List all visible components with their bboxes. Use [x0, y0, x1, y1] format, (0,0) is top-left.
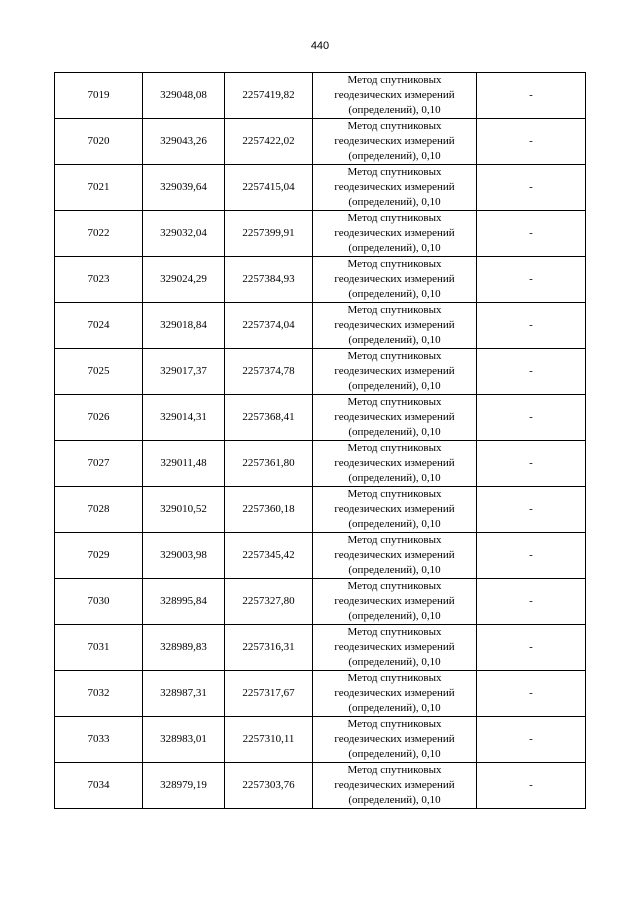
point-number-cell: 7031 [55, 625, 143, 671]
method-line: геодезических измерений [334, 503, 455, 515]
description-cell: - [477, 441, 586, 487]
y-coordinate-cell: 2257327,80 [225, 579, 313, 625]
method-cell [313, 717, 477, 763]
description-cell: - [477, 73, 586, 119]
method-line: геодезических измерений [334, 779, 455, 791]
method-line: геодезических измерений [334, 549, 455, 561]
point-number-cell: 7025 [55, 349, 143, 395]
point-number-cell: 7030 [55, 579, 143, 625]
method-line: Метод спутниковых [347, 304, 442, 316]
method-line: геодезических измерений [334, 411, 455, 423]
table-row [55, 717, 586, 763]
method-cell [313, 763, 477, 809]
method-cell [313, 625, 477, 671]
point-number-cell: 7029 [55, 533, 143, 579]
point-number-cell: 7022 [55, 211, 143, 257]
method-line: геодезических измерений [334, 365, 455, 377]
method-line: (определений), 0,10 [348, 518, 441, 530]
table-row [55, 395, 586, 441]
method-line: (определений), 0,10 [348, 380, 441, 392]
method-line: геодезических измерений [334, 641, 455, 653]
method-line: Метод спутниковых [347, 212, 442, 224]
description-cell: - [477, 717, 586, 763]
x-coordinate-cell: 328995,84 [143, 579, 225, 625]
table-row [55, 73, 586, 119]
y-coordinate-cell: 2257361,80 [225, 441, 313, 487]
method-line: (определений), 0,10 [348, 104, 441, 116]
method-line: геодезических измерений [334, 319, 455, 331]
description-cell: - [477, 349, 586, 395]
description-cell: - [477, 671, 586, 717]
point-number-cell: 7032 [55, 671, 143, 717]
description-cell: - [477, 533, 586, 579]
x-coordinate-cell: 329032,04 [143, 211, 225, 257]
y-coordinate-cell: 2257415,04 [225, 165, 313, 211]
y-coordinate-cell: 2257316,31 [225, 625, 313, 671]
method-line: геодезических измерений [334, 227, 455, 239]
x-coordinate-cell: 329043,26 [143, 119, 225, 165]
table-row [55, 625, 586, 671]
x-coordinate-cell: 329039,64 [143, 165, 225, 211]
method-cell [313, 211, 477, 257]
method-line: (определений), 0,10 [348, 656, 441, 668]
point-number-cell: 7024 [55, 303, 143, 349]
y-coordinate-cell: 2257419,82 [225, 73, 313, 119]
method-line: Метод спутниковых [347, 534, 442, 546]
x-coordinate-cell: 329010,52 [143, 487, 225, 533]
y-coordinate-cell: 2257368,41 [225, 395, 313, 441]
description-cell: - [477, 763, 586, 809]
method-cell [313, 257, 477, 303]
method-line: Метод спутниковых [347, 396, 442, 408]
method-line: геодезических измерений [334, 457, 455, 469]
x-coordinate-cell: 328989,83 [143, 625, 225, 671]
y-coordinate-cell: 2257374,04 [225, 303, 313, 349]
y-coordinate-cell: 2257399,91 [225, 211, 313, 257]
table-row [55, 533, 586, 579]
description-cell: - [477, 625, 586, 671]
method-cell [313, 395, 477, 441]
table-row [55, 763, 586, 809]
point-number-cell: 7028 [55, 487, 143, 533]
y-coordinate-cell: 2257345,42 [225, 533, 313, 579]
method-line: Метод спутниковых [347, 120, 442, 132]
method-line: (определений), 0,10 [348, 702, 441, 714]
point-number-cell: 7034 [55, 763, 143, 809]
table-row [55, 441, 586, 487]
method-line: Метод спутниковых [347, 718, 442, 730]
description-cell: - [477, 119, 586, 165]
method-cell [313, 671, 477, 717]
method-line: Метод спутниковых [347, 166, 442, 178]
description-cell: - [477, 165, 586, 211]
method-line: (определений), 0,10 [348, 334, 441, 346]
method-line: Метод спутниковых [347, 442, 442, 454]
y-coordinate-cell: 2257360,18 [225, 487, 313, 533]
y-coordinate-cell: 2257384,93 [225, 257, 313, 303]
x-coordinate-cell: 329014,31 [143, 395, 225, 441]
method-line: геодезических измерений [334, 273, 455, 285]
table-row [55, 211, 586, 257]
description-cell: - [477, 303, 586, 349]
y-coordinate-cell: 2257422,02 [225, 119, 313, 165]
method-line: Метод спутниковых [347, 350, 442, 362]
method-line: (определений), 0,10 [348, 564, 441, 576]
y-coordinate-cell: 2257310,11 [225, 717, 313, 763]
point-number-cell: 7026 [55, 395, 143, 441]
method-line: геодезических измерений [334, 89, 455, 101]
method-line: геодезических измерений [334, 595, 455, 607]
x-coordinate-cell: 329048,08 [143, 73, 225, 119]
x-coordinate-cell: 329003,98 [143, 533, 225, 579]
method-line: геодезических измерений [334, 181, 455, 193]
description-cell: - [477, 257, 586, 303]
table-row [55, 671, 586, 717]
description-cell: - [477, 487, 586, 533]
method-cell [313, 579, 477, 625]
y-coordinate-cell: 2257317,67 [225, 671, 313, 717]
description-cell: - [477, 395, 586, 441]
point-number-cell: 7033 [55, 717, 143, 763]
method-line: геодезических измерений [334, 135, 455, 147]
x-coordinate-cell: 328983,01 [143, 717, 225, 763]
point-number-cell: 7027 [55, 441, 143, 487]
method-line: (определений), 0,10 [348, 794, 441, 806]
x-coordinate-cell: 328987,31 [143, 671, 225, 717]
method-cell [313, 165, 477, 211]
method-cell [313, 119, 477, 165]
method-cell [313, 487, 477, 533]
method-line: Метод спутниковых [347, 672, 442, 684]
y-coordinate-cell: 2257374,78 [225, 349, 313, 395]
table-row [55, 119, 586, 165]
method-cell [313, 533, 477, 579]
coordinates-table-body [55, 73, 586, 809]
method-cell [313, 349, 477, 395]
x-coordinate-cell: 329018,84 [143, 303, 225, 349]
x-coordinate-cell: 329011,48 [143, 441, 225, 487]
method-line: (определений), 0,10 [348, 426, 441, 438]
table-row [55, 257, 586, 303]
method-line: Метод спутниковых [347, 764, 442, 776]
point-number-cell: 7023 [55, 257, 143, 303]
table-row [55, 579, 586, 625]
x-coordinate-cell: 329017,37 [143, 349, 225, 395]
method-line: (определений), 0,10 [348, 610, 441, 622]
y-coordinate-cell: 2257303,76 [225, 763, 313, 809]
point-number-cell: 7020 [55, 119, 143, 165]
point-number-cell: 7021 [55, 165, 143, 211]
x-coordinate-cell: 329024,29 [143, 257, 225, 303]
method-line: Метод спутниковых [347, 626, 442, 638]
method-line: геодезических измерений [334, 733, 455, 745]
coordinates-table [54, 72, 586, 809]
table-row [55, 349, 586, 395]
method-line: Метод спутниковых [347, 258, 442, 270]
method-line: (определений), 0,10 [348, 150, 441, 162]
method-line: Метод спутниковых [347, 488, 442, 500]
method-line: (определений), 0,10 [348, 196, 441, 208]
table-row [55, 303, 586, 349]
method-line: (определений), 0,10 [348, 288, 441, 300]
description-cell: - [477, 579, 586, 625]
x-coordinate-cell: 328979,19 [143, 763, 225, 809]
method-cell [313, 73, 477, 119]
method-line: (определений), 0,10 [348, 472, 441, 484]
description-cell: - [477, 211, 586, 257]
method-line: (определений), 0,10 [348, 748, 441, 760]
method-cell [313, 303, 477, 349]
page-number: 440 [310, 40, 330, 52]
method-line: Метод спутниковых [347, 74, 442, 86]
table-row [55, 165, 586, 211]
method-line: геодезических измерений [334, 687, 455, 699]
point-number-cell: 7019 [55, 73, 143, 119]
method-line: (определений), 0,10 [348, 242, 441, 254]
table-row [55, 487, 586, 533]
method-line: Метод спутниковых [347, 580, 442, 592]
method-cell [313, 441, 477, 487]
